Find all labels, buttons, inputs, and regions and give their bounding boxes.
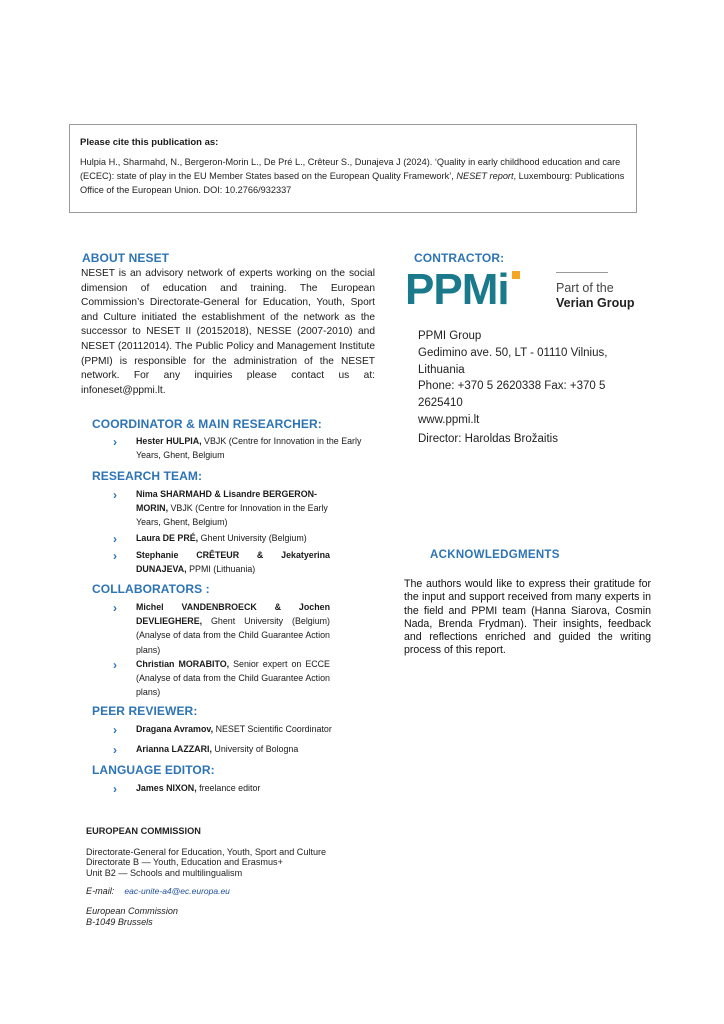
person-name: Michel VANDENBROECK & Jochen DEVLIEGHERE,	[136, 602, 330, 627]
research-team-heading: RESEARCH TEAM:	[92, 469, 203, 483]
citation-text-main: Hulpia H., Sharmahd, N., Bergeron-Morin L., De Pré L., Crêteur S., Dunajeva J (2024). ‘Quality in early childhood education and care (ECEC): state of play in the EU Member States based on the European Quality Framework’,	[80, 157, 621, 181]
person-affiliation: NESET Scientific Coordinator	[213, 724, 332, 734]
ec-address: B-1049 Brussels	[86, 916, 153, 927]
person-name: Dragana Avramov,	[136, 724, 214, 734]
citation-title: Please cite this publication as:	[80, 137, 219, 148]
european-commission-block	[86, 826, 326, 927]
verian-tagline-2: Verian Group	[556, 296, 635, 310]
collaborators-heading: COLLABORATORS :	[92, 582, 210, 596]
ppmi-logo-text: PPMi	[405, 265, 509, 314]
chevron-right-icon: ›	[113, 435, 117, 449]
chevron-right-icon: ›	[113, 658, 117, 672]
language-editor-heading: LANGUAGE EDITOR:	[92, 763, 215, 777]
ec-address: European Commission	[86, 905, 178, 916]
chevron-right-icon: ›	[113, 532, 117, 546]
acknowledgments-text: The authors would like to express their gratitude for the input and support received from many experts in the field and PPMI team (Hanna Siarova, Cosmin Nada, Brenda Frydman). Their insights, feedback and reflections enriched and guided the writing process of this report.	[404, 578, 651, 657]
contractor-line: Lithuania	[418, 363, 465, 376]
divider	[556, 272, 608, 273]
about-heading: ABOUT NESET	[82, 251, 170, 265]
citation-italic: NESET report	[456, 171, 514, 181]
ppmi-logo	[405, 265, 509, 314]
person-name: Laura DE PRÉ,	[136, 533, 199, 543]
contractor-website[interactable]: www.ppmi.lt	[418, 413, 480, 426]
contractor-line: Gedimino ave. 50, LT - 01110 Vilnius,	[418, 346, 608, 359]
chevron-right-icon: ›	[113, 723, 117, 737]
person-name: Hester HULPIA,	[136, 436, 202, 446]
about-text: NESET is an advisory network of experts working on the social dimension of education and training. The European Commission’s Directorate-General for Education, Youth, Sport and Culture initiated the establishment of the network as the successor to NESET II (20152018), NESSE (2007-2010) and NESET (20112014). The Public Policy and Management Institute (PPMI) is responsible for the administration of the NESET network. For any inquiries please contact us at: infoneset@ppmi.lt.	[81, 268, 375, 396]
person-affiliation: VBJK (Centre for Innovation in the Early Years, Ghent, Belgium	[136, 436, 362, 461]
person-affiliation: Ghent University (Belgium)	[198, 533, 307, 543]
contractor-line: Director: Haroldas Brožaitis	[418, 432, 558, 445]
citation-text	[80, 155, 632, 197]
ppmi-logo-accent	[512, 271, 520, 279]
person-name: James NIXON,	[136, 783, 197, 793]
chevron-right-icon: ›	[113, 549, 117, 563]
contractor-heading: CONTRACTOR:	[414, 251, 505, 265]
person-affiliation: VBJK (Centre for Innovation in the Early Years, Ghent, Belgium)	[136, 503, 328, 528]
coordinator-heading: COORDINATOR & MAIN RESEARCHER:	[92, 417, 322, 431]
person-name: Christian MORABITO,	[136, 659, 230, 669]
ec-title: EUROPEAN COMMISSION	[86, 826, 201, 836]
contractor-line: PPMI Group	[418, 330, 482, 342]
person-affiliation: freelance editor	[196, 783, 261, 793]
person-name: Stephanie CRÊTEUR & Jekatyerina DUNAJEVA,	[136, 550, 330, 575]
citation-text-end: , Luxembourg: Publications Office of the European Union. DOI: 10.2766/932337	[80, 171, 625, 195]
verian-tagline-1: Part of the	[556, 281, 614, 295]
ec-line: Directorate B — Youth, Education and Erasmus+	[86, 857, 283, 868]
person-name: Nima SHARMAHD & Lisandre BERGERON-MORIN,	[136, 489, 317, 514]
chevron-right-icon: ›	[113, 743, 117, 757]
ec-line: Unit B2 — Schools and multilingualism	[86, 867, 243, 878]
contractor-details	[418, 328, 648, 448]
ec-line: Directorate-General for Education, Youth, Sport and Culture	[86, 846, 327, 857]
citation-box	[69, 124, 637, 213]
acknowledgments-heading: ACKNOWLEDGMENTS	[430, 549, 560, 561]
person-name: Arianna LAZZARI,	[136, 744, 212, 754]
person-affiliation: Senior expert on ECCE (Analyse of data from the Child Guarantee Action plans)	[136, 659, 330, 698]
chevron-right-icon: ›	[113, 488, 117, 502]
person-affiliation: Ghent University (Belgium) (Analyse of data from the Child Guarantee Action plans)	[136, 616, 330, 655]
email-link[interactable]: eac-unite-a4@ec.europa.eu	[124, 886, 230, 897]
person-affiliation: PPMI (Lithuania)	[186, 564, 256, 575]
chevron-right-icon: ›	[113, 601, 117, 615]
person-affiliation: University of Bologna	[211, 744, 299, 754]
contractor-line: 2625410	[418, 397, 463, 410]
email-label: E-mail:	[86, 886, 115, 897]
chevron-right-icon: ›	[113, 782, 117, 796]
peer-reviewer-heading: PEER REVIEWER:	[92, 704, 198, 718]
contractor-line: Phone: +370 5 2620338 Fax: +370 5	[418, 380, 606, 393]
